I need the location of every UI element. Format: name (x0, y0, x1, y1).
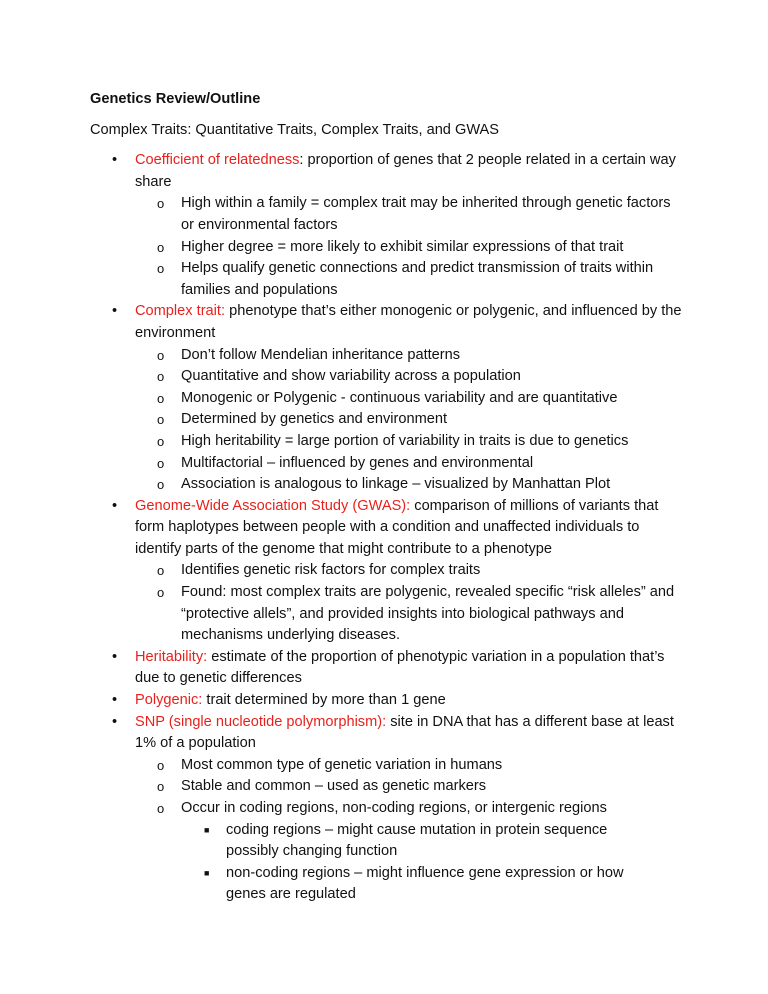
sub-item (135, 431, 681, 453)
outline-item (90, 301, 683, 495)
bullet-circle-icon: o (157, 757, 165, 773)
sub-item-text: Don’t follow Mendelian inheritance patterns (181, 346, 461, 363)
outline-item (90, 647, 683, 690)
sub-item-text: Stable and common – used as genetic markers (181, 778, 487, 795)
bullet-disc-icon: • (112, 648, 118, 665)
bullet-circle-icon: o (157, 563, 165, 579)
sub-item-text: Most common type of genetic variation in humans (181, 756, 503, 773)
sub-item (135, 258, 681, 301)
bullet-circle-icon: o (157, 369, 165, 385)
sub-list (135, 193, 683, 301)
document-subtitle: Complex Traits: Quantitative Traits, Complex Traits, and GWAS (90, 121, 500, 138)
sub-item (135, 345, 681, 367)
bullet-circle-icon: o (157, 239, 165, 255)
outline-item (90, 496, 683, 647)
outline-list (90, 150, 690, 906)
sub-item (135, 193, 681, 236)
definition: estimate of the proportion of phenotypic variation in a population that’s due to genetic differences (135, 648, 665, 687)
sub-item-text: Helps qualify genetic connections and predict transmission of traits within families and populations (181, 260, 654, 298)
sub-sub-item-text: non-coding regions – might influence gene expression or how genes are regulated (226, 864, 624, 903)
sub-item-text: Monogenic or Polygenic - continuous variability and are quantitative (181, 389, 618, 406)
sub-item (135, 366, 681, 388)
term: Polygenic: (135, 692, 203, 709)
bullet-circle-icon: o (157, 779, 165, 795)
sub-item-text: Higher degree = more likely to exhibit similar expressions of that trait (181, 238, 624, 255)
outline-item (90, 690, 683, 712)
bullet-disc-icon: • (112, 303, 118, 320)
term: Coefficient of relatedness (135, 152, 300, 169)
document-page (90, 89, 690, 906)
definition: site in DNA that has a different base at least 1% of a population (135, 713, 674, 752)
bullet-disc-icon: • (112, 497, 118, 514)
bullet-disc-icon: • (112, 692, 118, 709)
sub-sub-item (181, 820, 636, 863)
term: Complex trait: (135, 303, 226, 320)
sub-item (135, 474, 681, 496)
bullet-circle-icon: o (157, 477, 165, 493)
bullet-circle-icon: o (157, 455, 165, 471)
sub-item-text: High within a family = complex trait may be inherited through genetic factors or environmental factors (181, 195, 671, 233)
bullet-square-icon: ■ (204, 824, 210, 835)
sub-item-text: Quantitative and show variability across a population (181, 368, 521, 385)
sub-item (135, 776, 681, 798)
term: Heritability: (135, 648, 208, 665)
term: Genome-Wide Association Study (GWAS): (135, 497, 411, 514)
bullet-circle-icon: o (157, 433, 165, 449)
sub-item (135, 798, 681, 906)
definition: : proportion of genes that 2 people related in a certain way share (135, 152, 676, 190)
outline-item (90, 712, 683, 906)
definition: comparison of millions of variants that form haplotypes between people with a condition and unaffected individuals to identify parts of the genome that might contribute to a phenotype (135, 497, 659, 557)
document-title: Genetics Review/Outline (90, 91, 261, 107)
sub-item (135, 560, 681, 582)
outline-item (90, 150, 683, 301)
bullet-disc-icon: • (112, 713, 118, 730)
sub-item-text: Determined by genetics and environment (181, 411, 448, 428)
sub-item-text: Multifactorial – influenced by genes and environmental (181, 454, 534, 471)
sub-sub-item (181, 863, 636, 906)
definition: trait determined by more than 1 gene (202, 692, 446, 709)
bullet-circle-icon: o (157, 347, 165, 363)
bullet-disc-icon: • (112, 152, 118, 169)
sub-sub-list (181, 820, 681, 906)
sub-item-text: High heritability = large portion of variability in traits is due to genetics (181, 432, 629, 449)
sub-item (135, 409, 681, 431)
sub-sub-item-text: coding regions – might cause mutation in protein sequence possibly changing function (226, 821, 608, 860)
sub-item-text: Occur in coding regions, non-coding regions, or intergenic regions (181, 800, 607, 816)
sub-list (135, 755, 683, 906)
sub-item-text: Association is analogous to linkage – visualized by Manhattan Plot (181, 476, 611, 493)
bullet-circle-icon: o (157, 196, 165, 212)
bullet-circle-icon: o (157, 412, 165, 428)
sub-item (135, 755, 681, 777)
bullet-circle-icon: o (157, 261, 165, 277)
definition: phenotype that’s either monogenic or polygenic, and influenced by the environment (135, 303, 682, 341)
sub-item-text: Found: most complex traits are polygenic, revealed specific “risk alleles” and “protective allels”, and provided insights into biological pathways and mechanisms underlying diseases. (181, 584, 675, 644)
term: SNP (single nucleotide polymorphism): (135, 713, 387, 730)
sub-item (135, 453, 681, 475)
bullet-circle-icon: o (157, 585, 165, 601)
sub-list (135, 345, 683, 496)
bullet-circle-icon: o (157, 801, 165, 816)
sub-item (135, 582, 681, 647)
sub-item (135, 237, 681, 259)
sub-list (135, 560, 683, 646)
bullet-circle-icon: o (157, 390, 165, 406)
sub-item (135, 388, 681, 410)
sub-item-text: Identifies genetic risk factors for complex traits (181, 562, 481, 579)
bullet-square-icon: ■ (204, 867, 210, 878)
